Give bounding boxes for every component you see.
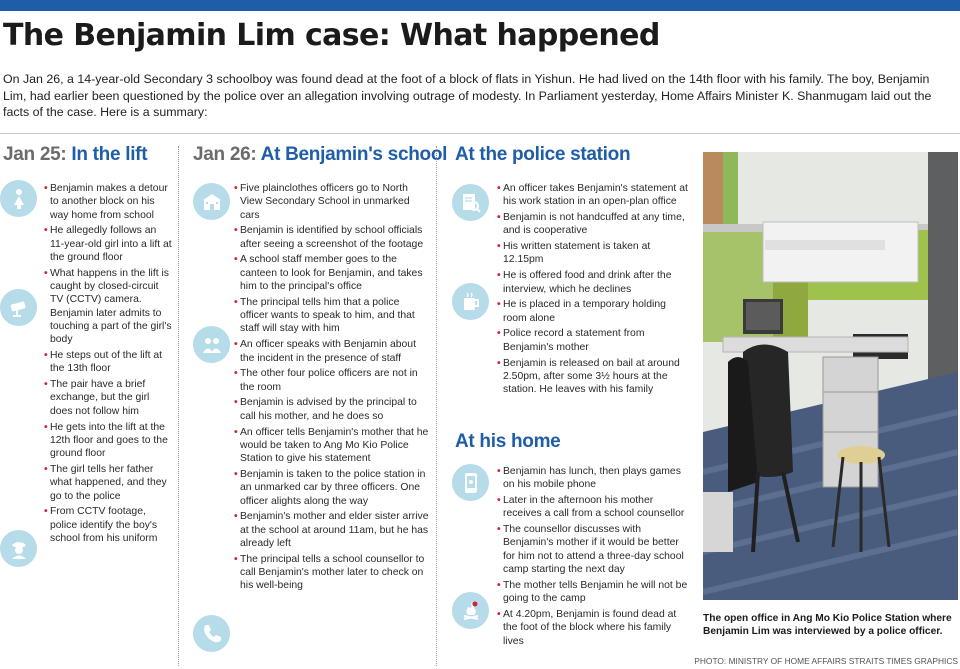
- school-building-icon: [193, 183, 230, 220]
- list-item: • From CCTV footage, police identify the boy's school from his uniform: [44, 505, 172, 545]
- list-item: • An officer speaks with Benjamin about the incident in the presence of staff: [234, 338, 430, 365]
- two-people-icon: [193, 326, 230, 363]
- photo-caption: The open office in Ang Mo Kio Police Station where Benjamin Lim was interviewed by a police officer.: [703, 613, 952, 637]
- station-list: [497, 182, 691, 399]
- page-title: The Benjamin Lim case: What happened: [3, 18, 660, 53]
- list-item: • He steps out of the lift at the 13th floor: [44, 349, 172, 376]
- list-item: • A school staff member goes to the canteen to look for Benjamin, and takes him to the principal's office: [234, 253, 430, 293]
- column-separator: [178, 146, 179, 666]
- list-item: • Five plainclothes officers go to North View Secondary School in unmarked cars: [234, 182, 430, 222]
- list-item: • Benjamin is taken to the police station in an unmarked car by three officers. One officer alights along the way: [234, 468, 430, 508]
- list-item: • He is offered food and drink after the interview, which he declines: [497, 269, 691, 296]
- list-item: • What happens in the lift is caught by closed-circuit TV (CCTV) camera. Benjamin later admits to touching a part of the girl's body: [44, 267, 172, 347]
- list-item: • Benjamin makes a detour to another block on his way home from school: [44, 182, 172, 222]
- girl-icon: [0, 180, 37, 217]
- section-label: In the lift: [71, 144, 148, 165]
- section-label: At his home: [455, 431, 561, 452]
- police-officer-icon: [0, 530, 37, 567]
- section-date: Jan 26:: [193, 144, 257, 165]
- list-item: • The principal tells a school counsellor to call Benjamin's mother later to check on his well-being: [234, 553, 430, 593]
- mug-icon: [452, 283, 489, 320]
- phone-icon: [193, 615, 230, 652]
- list-item: • The pair have a brief exchange, but the girl does not follow him: [44, 378, 172, 418]
- list-item: • Police record a statement from Benjamin's mother: [497, 327, 691, 354]
- column-separator: [436, 146, 437, 666]
- section-heading: [193, 144, 448, 166]
- section-label: At the police station: [455, 144, 631, 165]
- lift-list: [44, 182, 172, 548]
- police-office-photo: [703, 152, 958, 600]
- list-item: • The mother tells Benjamin he will not be going to the camp: [497, 579, 691, 606]
- list-item: • An officer tells Benjamin's mother that he would be taken to Ang Mo Kio Police Station to give his statement: [234, 426, 430, 466]
- list-item: • The girl tells her father what happened, and they go to the police: [44, 463, 172, 503]
- list-item: • His written statement is taken at 12.15pm: [497, 240, 691, 267]
- list-item: • The principal tells him that a police officer wants to speak to him, and that staff will stay with him: [234, 296, 430, 336]
- intro-paragraph: On Jan 26, a 14-year-old Secondary 3 schoolboy was found dead at the foot of a block of flats in Yishun. He had lived on the 14th floor with his family. The boy, Benjamin Lim, had earlier been questioned by the police over an allegation involving outrage of modesty. In Parliament yesterday, Home Affairs Minister K. Shanmugam laid out the facts of the case. Here is a summary:: [3, 72, 932, 119]
- divider: [0, 133, 960, 134]
- list-item: • Benjamin is released on bail at around 2.50pm, after some 3½ hours at the station. He leaves with his family: [497, 357, 691, 397]
- list-item: • He is placed in a temporary holding room alone: [497, 298, 691, 325]
- list-item: • He allegedly follows an 11-year-old girl into a lift at the ground floor: [44, 224, 172, 264]
- section-date: Jan 25:: [3, 144, 67, 165]
- list-item: • Benjamin's mother and elder sister arrive at the school at around 11am, but he has already left: [234, 510, 430, 550]
- cctv-camera-icon: [0, 289, 37, 326]
- list-item: • Benjamin is not handcuffed at any time, and is cooperative: [497, 211, 691, 238]
- home-list: [497, 465, 691, 650]
- top-color-bar: [0, 0, 960, 11]
- section-at-school: [193, 144, 448, 166]
- list-item: • Benjamin is identified by school officials after seeing a screenshot of the footage: [234, 224, 430, 251]
- police-office-photo-art: [703, 152, 958, 600]
- list-item: • Benjamin is advised by the principal to call his mother, and he does so: [234, 396, 430, 423]
- list-item: • The counsellor discusses with Benjamin's mother if it would be better for him not to attend a three-day school camp starting the next day: [497, 523, 691, 576]
- section-heading: [455, 431, 695, 453]
- list-item: • An officer takes Benjamin's statement at his work station in an open-plan office: [497, 182, 691, 209]
- camp-fire-icon: [452, 592, 489, 629]
- section-in-the-lift: [3, 144, 175, 166]
- list-item: • At 4.20pm, Benjamin is found dead at the foot of the block where his family lives: [497, 608, 691, 648]
- list-item: • Later in the afternoon his mother receives a call from a school counsellor: [497, 494, 691, 521]
- section-at-home: [455, 431, 695, 453]
- section-heading: [455, 144, 695, 166]
- section-label: At Benjamin's school: [260, 144, 448, 165]
- statement-search-icon: [452, 184, 489, 221]
- section-police-station: [455, 144, 695, 166]
- list-item: • Benjamin has lunch, then plays games on his mobile phone: [497, 465, 691, 492]
- list-item: • He gets into the lift at the 12th floor and goes to the ground floor: [44, 421, 172, 461]
- section-heading: [3, 144, 175, 166]
- mobile-game-icon: [452, 464, 489, 501]
- list-item: • The other four police officers are not in the room: [234, 367, 430, 394]
- photo-credit: PHOTO: MINISTRY OF HOME AFFAIRS STRAITS TIMES GRAPHICS: [694, 656, 958, 666]
- school-list: [234, 182, 430, 595]
